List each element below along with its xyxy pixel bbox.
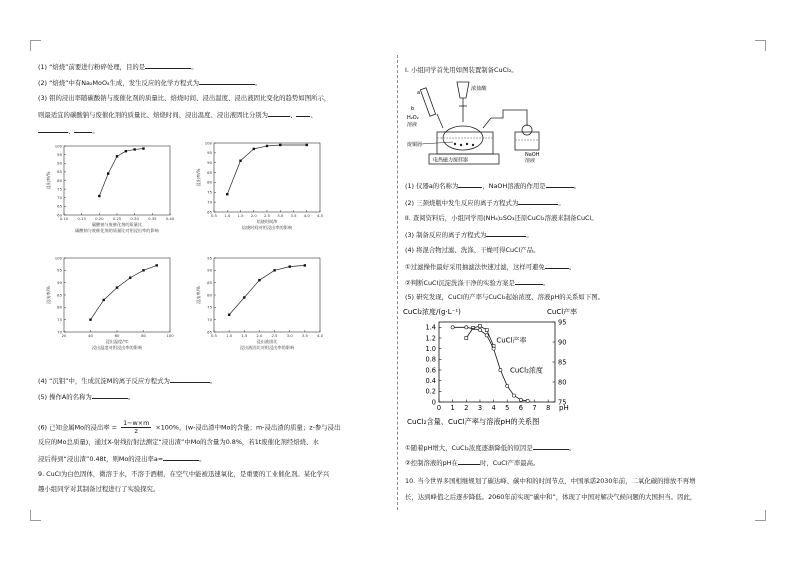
- y-tick-label: 95: [207, 255, 212, 261]
- series-label-concentration: CuCl₂浓度: [509, 366, 543, 375]
- question-10-line-2: [405, 493, 696, 502]
- left-tick-label: 0.4: [425, 377, 436, 386]
- answer-blank[interactable]: [486, 230, 526, 237]
- data-point: [243, 296, 245, 298]
- y-tick-label: 85: [57, 292, 62, 298]
- y-tick-label: 65: [57, 203, 62, 209]
- question-5-text: (5) 操作A的名称为: [38, 393, 92, 401]
- data-point: [129, 277, 131, 279]
- question-6-line-3: 浸后得到“浸出渣”0.48t，则Mo的浸出率a= 。: [38, 455, 206, 463]
- chart-caption: 碳酸钠与废催化剂的质量比对钼浸出率的影响: [75, 228, 159, 233]
- chart-mass-ratio: [46, 140, 178, 245]
- y-tick-label: 95: [207, 150, 212, 156]
- x-tick-label: 7: [532, 404, 537, 412]
- x-tick-label: 20: [61, 333, 67, 338]
- label-h2o2: H₂O₂: [407, 115, 419, 121]
- y-tick-label: 100: [54, 143, 62, 149]
- y-tick-label: 80: [57, 177, 62, 183]
- y-axis-label: 浸出率/%: [196, 286, 201, 304]
- left-tick-label: 1.4: [425, 323, 436, 332]
- x-tick-label: 3.5: [290, 213, 297, 218]
- question-r4a-text: ①过滤操作最好采用抽滤法快速过滤，这样可避免: [405, 263, 545, 271]
- x-tick-label: 80: [141, 333, 146, 338]
- label-stirrer: 电热磁力搅拌器: [433, 157, 469, 164]
- question-10-text-2: 长，达到峰值之后逐步降低。2060年前实现“碳中和”，体现了中国对解决气候问题的大国担当。因此，: [405, 493, 697, 501]
- x-tick-label: 0.15: [77, 216, 86, 221]
- data-line: [227, 145, 307, 194]
- instrument-a: [420, 88, 435, 116]
- y-tick-label: 80: [57, 304, 62, 310]
- question-6-text: (6) 已知金属Mo的浸出率 =: [38, 423, 118, 432]
- left-tick-label: 0.8: [425, 355, 436, 364]
- plot-frame: [439, 322, 555, 402]
- answer-blank[interactable]: [92, 392, 128, 399]
- x-tick-label: 0.25: [112, 216, 122, 221]
- question-r1-text: (1) 仪器a的名称为: [405, 182, 459, 190]
- left-tick-label: 0.2: [425, 387, 436, 396]
- concentration-point: [465, 326, 468, 329]
- question-6-line-2: [38, 438, 319, 447]
- x-tick-label: 5: [505, 404, 510, 412]
- question-r4-text: (4) 将混合物过滤、洗涤、干燥可得CuCl产品。: [405, 246, 540, 254]
- left-tick-label: 1.0: [425, 345, 436, 354]
- data-point: [142, 147, 144, 149]
- data-point: [253, 148, 255, 150]
- concentration-point: [492, 347, 495, 350]
- x-tick-label: 0.20: [95, 216, 104, 221]
- answer-blank[interactable]: [145, 62, 191, 69]
- question-r5b-text: ②控制溶液的pH在: [405, 459, 458, 467]
- yield-point: [478, 325, 481, 328]
- question-r3: (3) 制备反应的离子方程式为 。: [405, 231, 533, 239]
- data-point: [156, 264, 158, 266]
- chart-liquid-solid-ratio: [196, 252, 328, 362]
- data-line: [99, 149, 143, 196]
- question-r5-text: (5) 研究发现，CuCl的产率与CuCl₂起始浓度、溶液pH的关系如下图。: [405, 293, 604, 301]
- y-tick-label: 90: [57, 160, 62, 166]
- y-tick-label: 85: [57, 169, 62, 175]
- plot-frame: [214, 258, 320, 332]
- label-a: a: [417, 90, 421, 96]
- label-naoh: NaOH: [525, 152, 540, 158]
- chart-caption: 焙烧时间对钼浸出率的影响: [241, 225, 293, 230]
- y-tick-label: 70: [57, 329, 62, 335]
- gas-trap: [522, 125, 532, 135]
- part-ii-heading: [405, 214, 598, 223]
- y-tick-label: 70: [207, 199, 212, 205]
- data-point: [266, 145, 268, 147]
- answer-blank[interactable]: [515, 278, 543, 285]
- data-point: [89, 318, 91, 320]
- x-tick-label: 1: [450, 404, 455, 412]
- answer-blank[interactable]: [518, 198, 558, 205]
- x-axis-label: 浸出温度/℃: [105, 339, 129, 344]
- question-1-text: (1) “焙烧”前要进行粉碎处理，目的是: [38, 63, 146, 71]
- question-9-text: 9. CuCl为白色固体，微溶于水，不溶于酒精，在空气中能被迅速氧化，是重要的工业催化剂。某化学兴: [38, 470, 330, 478]
- yield-point: [465, 337, 468, 340]
- data-point: [289, 265, 291, 267]
- x-tick-label: 0.35: [148, 216, 157, 221]
- question-r5a-text: ①随着pH增大，CuCl₂浓度逐渐降低的原因是: [405, 444, 533, 452]
- copper-scrap-pieces: [454, 143, 474, 146]
- y-axis-label: 浸出率/%: [46, 286, 51, 304]
- x-tick-label: 2: [464, 404, 469, 412]
- data-point: [239, 160, 241, 162]
- y-tick-label: 100: [204, 140, 212, 146]
- y-tick-label: 75: [57, 316, 62, 322]
- question-6-line-1: [38, 420, 340, 435]
- question-r1-text-2: ，NaOH溶液的作用是: [482, 182, 546, 190]
- answer-blank[interactable]: [545, 262, 569, 269]
- chart-roast-time: [196, 137, 328, 242]
- water-bath: [437, 132, 493, 154]
- x-tick-label: 60: [114, 333, 120, 338]
- y-axis-label: 浸出率/%: [46, 171, 51, 190]
- question-3-line-1: [38, 94, 330, 103]
- answer-blank[interactable]: [546, 181, 574, 188]
- x-tick-label: 0.5: [210, 213, 218, 218]
- x-axis-label: 碳酸钠与废催化剂的质量比: [91, 222, 143, 227]
- question-9-line-1: [38, 470, 329, 479]
- y-axis-label: 浸出率/%: [196, 168, 201, 187]
- chart-caption: 浸出温度对钼浸出率的影响: [91, 345, 143, 350]
- y-tick-label: 80: [207, 292, 212, 298]
- label-conc-hcl: 浓盐酸: [471, 86, 487, 92]
- x-tick-label: 40: [88, 333, 93, 338]
- part-i-heading: [405, 66, 518, 75]
- chart-leach-temp: [46, 252, 178, 362]
- chart-caption: 浸出液固比对钼浸出率的影响: [239, 345, 295, 350]
- x-tick-label: 0.10: [59, 216, 69, 221]
- question-9-text-2: 趣小组同学对其制备过程进行了实验探究。: [38, 485, 160, 493]
- y-tick-label: 75: [207, 304, 212, 310]
- answer-blank[interactable]: [458, 458, 480, 465]
- data-point: [125, 150, 127, 152]
- question-r2: (2) 三颈烧瓶中发生反应的离子方程式为 。: [405, 199, 565, 207]
- x-axis-label: 焙烧时间/h: [256, 219, 278, 224]
- x-tick-label: 0.40: [165, 216, 175, 221]
- question-3-text-2: 则最适宜的碳酸钠与废催化剂的质量比、焙烧时间、浸出温度、浸出液固比分别为: [38, 111, 269, 119]
- answer-blank[interactable]: [296, 110, 310, 117]
- question-10-line-1: [405, 477, 695, 486]
- question-r5: [405, 293, 604, 302]
- concentration-point: [512, 394, 515, 397]
- y-tick-label: 60: [57, 212, 62, 218]
- y-tick-label: 70: [207, 316, 212, 322]
- answer-blank[interactable]: [74, 126, 92, 133]
- label-copper-scrap: 废铜屑: [407, 142, 423, 148]
- data-point: [116, 155, 118, 157]
- answer-blank[interactable]: [170, 376, 210, 383]
- concentration-point: [485, 334, 488, 337]
- right-column: [397, 0, 794, 562]
- question-6-text-4: 浸后得到“浸出渣”0.48t，则Mo的浸出率a=: [38, 455, 164, 463]
- x-tick-label: 3: [477, 404, 483, 412]
- question-r2-text: (2) 三颈烧瓶中发生反应的离子方程式为: [405, 199, 519, 207]
- answer-blank[interactable]: [163, 454, 199, 461]
- concentration-point: [506, 384, 509, 387]
- right-tick-label: 90: [558, 338, 567, 347]
- part-i-text: I. 小组同学首先用如图装置制备CuCl₂。: [405, 66, 518, 74]
- question-6-text-3: 反应的Mo总质量)，通过X-射线衍射法测定“浸出渣”中Mo的含量为0.8%，若1t废催化剂经焙烧、水: [38, 438, 319, 446]
- y-tick-label: 95: [57, 267, 62, 273]
- x-tick-label: 2.5: [271, 333, 278, 338]
- answer-blank[interactable]: [38, 126, 68, 133]
- left-tick-label: 0.6: [425, 366, 436, 375]
- question-6-text-2: ×100%，(w-浸出渣中Mo的含量；m-浸出渣的质量；z-参与浸出: [155, 423, 341, 432]
- question-1: (1) “焙烧”前要进行粉碎处理，目的是 。: [38, 63, 198, 71]
- x-tick-label: 2.5: [263, 213, 271, 218]
- right-tick-label: 95: [558, 318, 567, 327]
- x-tick-label: 1.5: [237, 213, 244, 218]
- x-axis-label: 浸出液固比: [256, 339, 278, 344]
- right-tick-label: 80: [558, 378, 567, 387]
- question-r4-b: ②判断CuCl沉淀洗涤干净的实验方案是 。: [405, 279, 550, 287]
- question-3-line-2: 则最适宜的碳酸钠与废催化剂的质量比、焙烧时间、浸出温度、浸出液固比分别为 、 、: [38, 111, 317, 119]
- x-tick-label: 4.5: [316, 213, 324, 218]
- question-4: (4) “沉钼”中，生成沉淀M的离子反应方程式为 。: [38, 377, 217, 385]
- y-tick-label: 90: [57, 279, 62, 285]
- question-r5-b: [405, 458, 539, 468]
- question-2: (2) “焙烧”中有Na₂MoO₄生成，发生反应的化学方程式为 。: [38, 79, 262, 87]
- right-axis-title: CuCl产率: [547, 308, 578, 316]
- left-tick-label: 0: [431, 398, 436, 407]
- question-5: (5) 操作A的名称为 。: [38, 393, 135, 401]
- x-tick-label: 3.5: [301, 333, 308, 338]
- x-tick-label: 1.5: [241, 333, 248, 338]
- data-point: [133, 148, 135, 150]
- data-point: [107, 172, 109, 174]
- apparatus-diagram: [407, 76, 557, 178]
- data-point: [258, 279, 260, 281]
- x-tick-label: 6: [518, 404, 523, 412]
- x-tick-label: 3.0: [286, 333, 293, 338]
- x-tick-label: 4.0: [303, 213, 310, 218]
- data-point: [279, 144, 281, 146]
- leach-rate-fraction: [121, 420, 151, 435]
- y-tick-label: 65: [207, 329, 212, 335]
- data-point: [226, 193, 228, 195]
- x-tick-label: 0.5: [210, 333, 218, 338]
- x-tick-label: 0: [436, 404, 442, 412]
- answer-blank[interactable]: [533, 443, 569, 450]
- fraction-denominator: z: [134, 427, 138, 435]
- label-naoh-solution: 溶液: [525, 158, 536, 164]
- question-2-text: (2) “焙烧”中有Na₂MoO₄生成，发生反应的化学方程式为: [38, 79, 200, 87]
- concentration-point: [478, 328, 481, 331]
- x-tick-label: 1.0: [226, 333, 233, 338]
- x-axis-label: pH: [559, 404, 569, 412]
- x-tick-label: 8: [546, 404, 551, 412]
- yield-point: [485, 329, 488, 332]
- question-10-text: 10. 当今世界多国相继规划了碳达峰、碳中和的时间节点，中国承诺2030年前，二氧化碳的排放不再增: [405, 477, 696, 485]
- question-r4b-text: ②判断CuCl沉淀洗涤干净的实验方案是: [405, 279, 515, 287]
- x-tick-label: 4.0: [316, 333, 324, 338]
- concentration-point: [526, 399, 529, 402]
- y-tick-label: 75: [207, 189, 212, 195]
- data-point: [273, 269, 275, 271]
- y-tick-label: 85: [207, 279, 212, 285]
- question-r5-a: ①随着pH增大，CuCl₂浓度逐渐降低的原因是 。: [405, 444, 576, 452]
- right-tick-label: 75: [558, 398, 567, 407]
- question-r5b-text-2: 时，CuCl产率最高。: [479, 459, 540, 467]
- answer-blank[interactable]: [458, 181, 482, 188]
- question-r3-text: (3) 制备反应的离子方程式为: [405, 231, 487, 239]
- y-tick-label: 95: [57, 151, 62, 157]
- concentration-point: [519, 398, 522, 401]
- y-tick-label: 100: [54, 255, 62, 261]
- x-tick-label: 3.0: [277, 213, 284, 218]
- question-3-line-3: 、 。: [38, 126, 99, 136]
- part-ii-text: II. 查阅资料后，小组同学用(NH₄)₂SO₃还原CuCl₂溶液来制备CuCl。: [405, 214, 598, 222]
- data-point: [142, 269, 144, 271]
- y-tick-label: 75: [57, 186, 62, 192]
- y-tick-label: 80: [207, 179, 212, 185]
- x-tick-label: 0.30: [130, 216, 139, 221]
- data-line: [91, 265, 157, 319]
- question-r4: [405, 246, 539, 255]
- x-tick-label: 2.0: [250, 213, 257, 218]
- data-point: [306, 144, 308, 146]
- plot-frame: [214, 143, 320, 212]
- data-point: [98, 195, 100, 197]
- left-tick-label: 1.2: [425, 334, 436, 343]
- label-h2o2-solution: 溶液: [407, 122, 418, 128]
- question-r1: (1) 仪器a的名称为 ，NaOH溶液的作用是 。: [405, 182, 581, 190]
- answer-blank[interactable]: [268, 110, 290, 117]
- y-tick-label: 65: [207, 209, 212, 215]
- data-point: [116, 286, 118, 288]
- y-tick-label: 85: [207, 169, 212, 175]
- x-tick-label: 100: [166, 333, 174, 338]
- data-point: [304, 264, 306, 266]
- answer-blank[interactable]: [199, 78, 255, 85]
- plot-frame: [64, 258, 170, 332]
- concentration-point: [451, 326, 454, 329]
- y-tick-label: 90: [207, 160, 212, 166]
- series-label-yield: CuCl产率: [496, 336, 527, 345]
- label-b: b: [411, 106, 415, 112]
- x-tick-label: 4: [491, 404, 496, 412]
- x-tick-label: 2.0: [256, 333, 263, 338]
- fraction-numerator: 1−w×m: [123, 419, 150, 427]
- question-9-line-2: [38, 485, 159, 494]
- y-tick-label: 90: [207, 267, 212, 273]
- question-r4-a: ①过滤操作最好采用抽滤法快速过滤，这样可避免 。: [405, 263, 576, 271]
- right-tick-label: 85: [558, 358, 567, 367]
- x-tick-label: 1.0: [224, 213, 231, 218]
- left-axis-title: CuCl₂浓度/(g·L⁻¹): [403, 308, 461, 316]
- data-point: [103, 299, 105, 301]
- data-line: [229, 265, 305, 314]
- concentration-point: [499, 368, 502, 371]
- question-3-text: (3) 钼的浸出率随碳酸钠与废催化剂的质量比、焙烧时间、浸出温度、浸出液固比变化的趋势如图所示，: [38, 94, 331, 102]
- chart-cucl-ph: [403, 304, 595, 438]
- data-point: [228, 314, 230, 316]
- chart-caption: CuCl₂含量、CuCl产率与溶液pH的关系图: [407, 417, 540, 426]
- y-tick-label: 70: [57, 195, 62, 201]
- separatory-funnel: [457, 82, 469, 98]
- question-4-text: (4) “沉钼”中，生成沉淀M的离子反应方程式为: [38, 377, 170, 385]
